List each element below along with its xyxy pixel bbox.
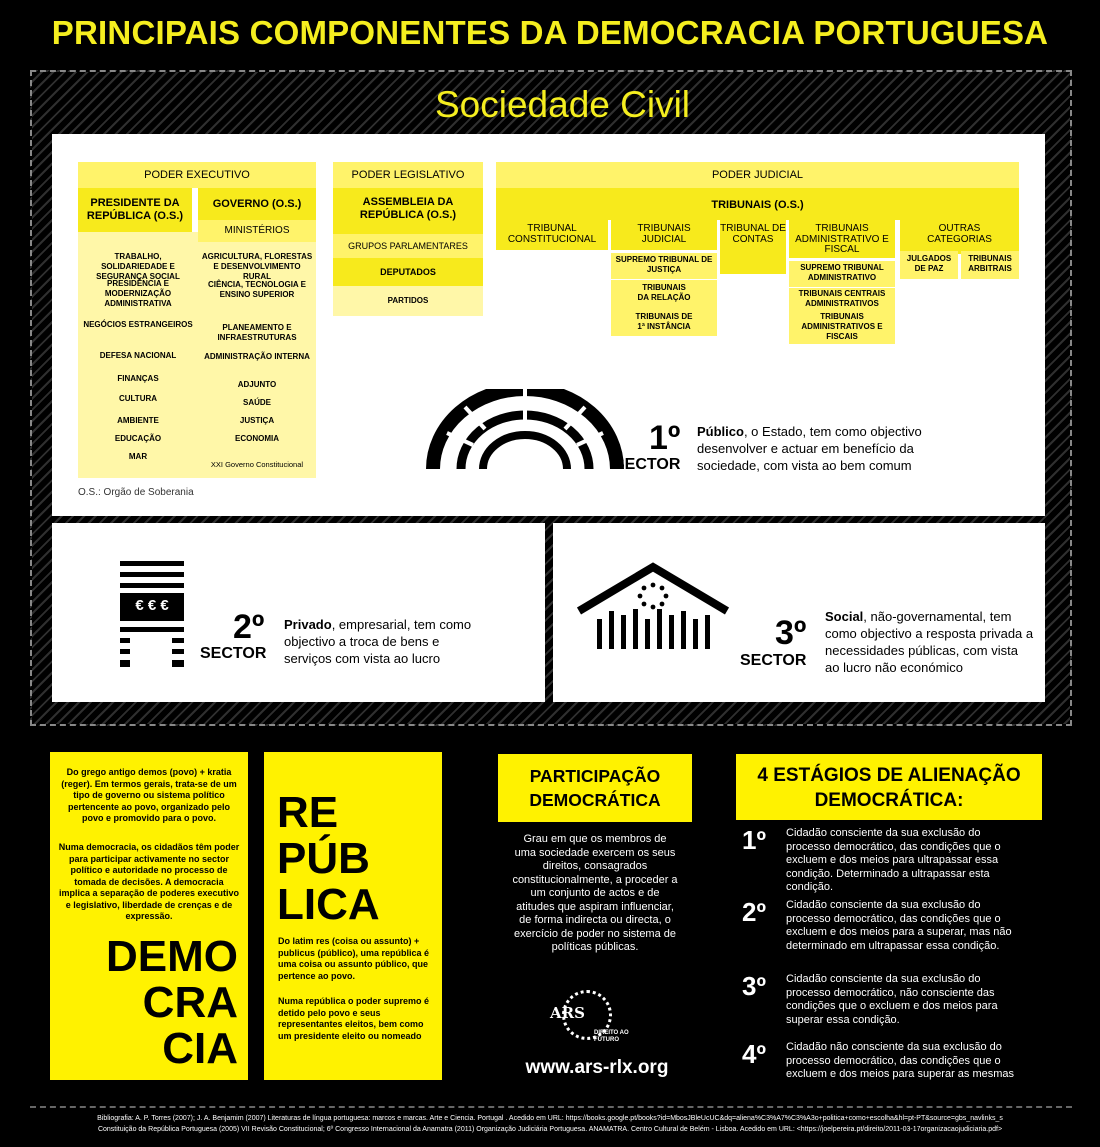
other-categories-label: OUTRAS CATEGORIAS: [927, 223, 992, 245]
republic-p2: Numa república o poder supremo é detido pelo povo e seus representantes eleitos, bem como um presidente eleito ou nomeado: [278, 996, 430, 1041]
sector3-bold: Social: [825, 609, 864, 624]
parties: PARTIDOS: [333, 286, 483, 316]
ministries-label: MINISTÉRIOS: [198, 220, 316, 242]
alienation-title: [736, 754, 1042, 820]
stage-text: Cidadão consciente da sua exclusão do processo democrático, não consciente das condições que o excluem e dos meios para superar essa condição.: [786, 973, 998, 1026]
republic-word-2: PÚB: [277, 834, 370, 883]
stage-number: 4º: [742, 1039, 766, 1069]
participation-text: Grau em que os membros de uma sociedade exercem os seus direitos, consagrados constitucionalmente, a proceder a um conjunto de actos e de atitudes que aspiram influenciar, de forma indirecta ou directa, o exercício de poder no sistema de políticas públicas.: [512, 833, 678, 953]
peace-courts: JULGADOS DE PAZ: [900, 251, 958, 279]
admin-courts-label: TRIBUNAIS ADMINISTRATIVO E FISCAL: [795, 223, 889, 255]
arbitral-courts: TRIBUNAIS ARBITRAIS: [961, 251, 1019, 279]
admin-fiscal-courts: TRIBUNAIS ADMINISTRATIVOS E FISCAIS: [789, 310, 895, 344]
parliamentary-groups: GRUPOS PARLAMENTARES: [333, 234, 483, 258]
ars-logo-text: ARS: [550, 1004, 585, 1022]
supreme-court-justice: SUPREMO TRIBUNAL DE JUSTIÇA: [611, 253, 717, 279]
sector3-number: 3º: [775, 614, 807, 652]
ministry-item: NEGÓCIOS ESTRANGEIROS: [83, 320, 193, 329]
ministry-item: CULTURA: [118, 394, 158, 403]
republic-card: [264, 752, 442, 1080]
government-box: GOVERNO (O.S.): [198, 188, 316, 220]
bibliography-1: Bibliografia: A. P. Torres (2007); J. A. Benjamim (2007) Literaturas de língua portuguesa: marcos e marcas. Arte e Ciencia. Portugal . Acedido em URL: https://books.google.pt/books?id=MbosJBleUcUC&dq=aliena%C3%A7%C3%A3o+politica+como+escolha&hl=pt-PT&source=gbs_navlinks_s: [97, 1115, 1003, 1122]
ministry-item: ADMINISTRAÇÃO INTERNA: [204, 352, 310, 361]
republic-word: [277, 790, 380, 928]
ministry-item: JUSTIÇA: [239, 416, 275, 425]
legislative-header: PODER LEGISLATIVO: [333, 162, 483, 188]
social-house-icon: [575, 561, 731, 653]
sector3-label: SECTOR: [740, 652, 807, 669]
ministry-item: FINANÇAS: [117, 374, 159, 383]
participation-title: [498, 754, 692, 822]
participation-title-text: PARTICIPAÇÃO DEMOCRÁTICA: [529, 766, 661, 810]
courts-label: TRIBUNAIS (O.S.): [496, 188, 1019, 220]
sector1-text: [697, 423, 937, 474]
website-url[interactable]: www.ars-rlx.org: [525, 1057, 669, 1078]
social-sector-panel: [553, 523, 1045, 702]
ministry-item: DEFESA NACIONAL: [99, 351, 177, 360]
sector2-desc: , empresarial, tem como objectivo a troca de bens e serviços com vista ao lucro: [284, 617, 472, 666]
ministry-item: CIÊNCIA, TECNOLOGIA E ENSINO SUPERIOR: [208, 280, 306, 299]
democracy-word-1: DEMO: [106, 932, 238, 981]
stage-text: Cidadão consciente da sua exclusão do processo democrático, das condições que o excluem e dos meios para ultrapassar essa condição. Determinado a ultrapassar esta condição.: [786, 827, 1001, 893]
sector3-desc: , não-governamental, tem como objectivo a resposta privada a necessidades públicas, com vista ao lucro não económico: [825, 609, 1034, 675]
ministry-item: EDUCAÇÃO: [114, 434, 162, 443]
relation-courts: TRIBUNAIS DA RELAÇÃO: [611, 280, 717, 310]
ministry-item: ADJUNTO: [237, 380, 277, 389]
democracy-word-3: CIA: [162, 1024, 238, 1073]
stage-text: Cidadão consciente da sua exclusão do processo democrático, das condições que o excluem e dos meios para a superar, mas não determinado em ultrapassar essa condição.: [786, 899, 1012, 952]
sovereignty-note: O.S.: Orgão de Soberania: [78, 487, 194, 498]
ministry-item: PLANEAMENTO E INFRAESTRUTURAS: [217, 323, 297, 342]
sector2-text: [284, 616, 484, 667]
sector1-bold: Público: [697, 424, 744, 439]
president-label: PRESIDENTE DA REPÚBLICA (O.S.): [86, 197, 184, 222]
executive-header: PODER EXECUTIVO: [78, 162, 316, 188]
assembly-box: [333, 188, 483, 234]
other-categories: [900, 220, 1019, 254]
private-sector-panel: [52, 523, 545, 702]
constitutional-court-label: TRIBUNAL CONSTITUCIONAL: [507, 223, 597, 245]
republic-p1: Do latim res (coisa ou assunto) + publicus (público), uma república é uma coisa ou assunto público, que pertence ao povo.: [278, 936, 430, 981]
page-title: PRINCIPAIS COMPONENTES DA DEMOCRACIA PORTUGUESA: [51, 14, 1049, 51]
supreme-admin-court: SUPREMO TRIBUNAL ADMINISTRATIVO: [789, 261, 895, 287]
parliament-icon: [425, 389, 625, 473]
deputies: DEPUTADOS: [333, 258, 483, 286]
sector3-text: [825, 608, 1035, 676]
money-document-icon: [120, 561, 184, 667]
civil-society-title: Sociedade Civil: [434, 84, 691, 125]
ministries-box-top: [78, 232, 198, 244]
bibliography-2: Constituição da República Portuguesa (2005) VII Revisão Constitucional; 6º Congresso Internacional da Anamatra (2011) Organização Judiciária Portuguesa. ANAMATRA. Centro Cultural de Belém - Lisboa. Acedido em URL: <https://joelpereira.pt/direito/2011-03-17organizacaojudiciaria.pdf>: [97, 1126, 1003, 1133]
ministry-item: ECONOMIA: [235, 434, 279, 443]
ministry-item: AGRICULTURA, FLORESTAS E DESENVOLVIMENTO RURAL: [201, 252, 313, 281]
public-sector-panel: [52, 134, 1045, 516]
democracy-word-2: CRA: [142, 978, 238, 1027]
euro-icon-text: € € €: [135, 597, 169, 614]
sector2-label: SECTOR: [200, 645, 267, 662]
ministry-item: TRABALHO, SOLIDARIEDADE E SEGURANÇA SOCIAL: [96, 252, 180, 281]
sector1-label: SECTOR: [614, 456, 681, 473]
democracy-p2: Numa democracia, os cidadãos têm poder para participar activamente no sector político e autoridade no processo de tomada de decisões. A democracia implica a separação de poderes executivo e legislativo, liberdade de crenças e de expressão.: [58, 842, 240, 921]
judicial-header: PODER JUDICIAL: [496, 162, 1019, 188]
stage-text: Cidadão não consciente da sua exclusão do processo democrático, das condições que o excluem e dos meios para superar as mesmas: [786, 1041, 1015, 1080]
stage-number: 3º: [742, 971, 766, 1001]
judicial-courts: [611, 220, 717, 250]
stage-number: 2º: [742, 897, 766, 927]
sector1-desc: , o Estado, tem como objectivo desenvolver e actuar em benefício da sociedade, com vista ao bem comum: [697, 424, 922, 473]
stage-number: 1º: [742, 825, 766, 855]
ministry-item: MAR: [128, 452, 148, 461]
ministry-item: SAÚDE: [242, 398, 271, 407]
democracy-word: [106, 934, 238, 1072]
democracy-p1: Do grego antigo demos (povo) + kratia (reger). Em termos gerais, trata-se de um tipo de governo ou sistema político pertencente ao povo, organizado pelo povo e promovido para o povo.: [61, 767, 237, 823]
judicial-courts-label: TRIBUNAIS JUDICIAL: [637, 223, 691, 245]
ministry-item: AMBIENTE: [117, 416, 159, 425]
alienation-title-text: 4 ESTÁGIOS DE ALIENAÇÃO DEMOCRÁTICA:: [757, 765, 1021, 811]
democracy-card: [50, 752, 248, 1080]
constitutional-court: [496, 220, 608, 250]
sector2-bold: Privado: [284, 617, 332, 632]
accounts-court: [720, 220, 786, 274]
president-box: [78, 188, 192, 232]
accounts-court-label: TRIBUNAL DE CONTAS: [720, 223, 786, 245]
constitutional-government: XXI Governo Constitucional: [210, 460, 304, 469]
sector2-number: 2º: [233, 608, 265, 646]
footer-divider: [30, 1106, 1072, 1108]
ministry-item: PRESIDÊNCIA E MODERNIZAÇÃO ADMINISTRATIVA: [104, 279, 172, 308]
admin-courts: [789, 220, 895, 258]
assembly-label: ASSEMBLEIA DA REPÚBLICA (O.S.): [359, 196, 457, 221]
sector1-number: 1º: [649, 419, 681, 457]
republic-word-3: LICA: [277, 880, 380, 929]
first-instance-courts: TRIBUNAIS DE 1ª INSTÂNCIA: [611, 310, 717, 336]
ars-logo: [540, 990, 629, 1048]
ars-logo-sub: DIREITO AO FUTURO: [594, 1030, 629, 1043]
republic-word-1: RE: [277, 788, 339, 837]
central-admin-courts: TRIBUNAIS CENTRAIS ADMINISTRATIVOS: [789, 288, 895, 310]
